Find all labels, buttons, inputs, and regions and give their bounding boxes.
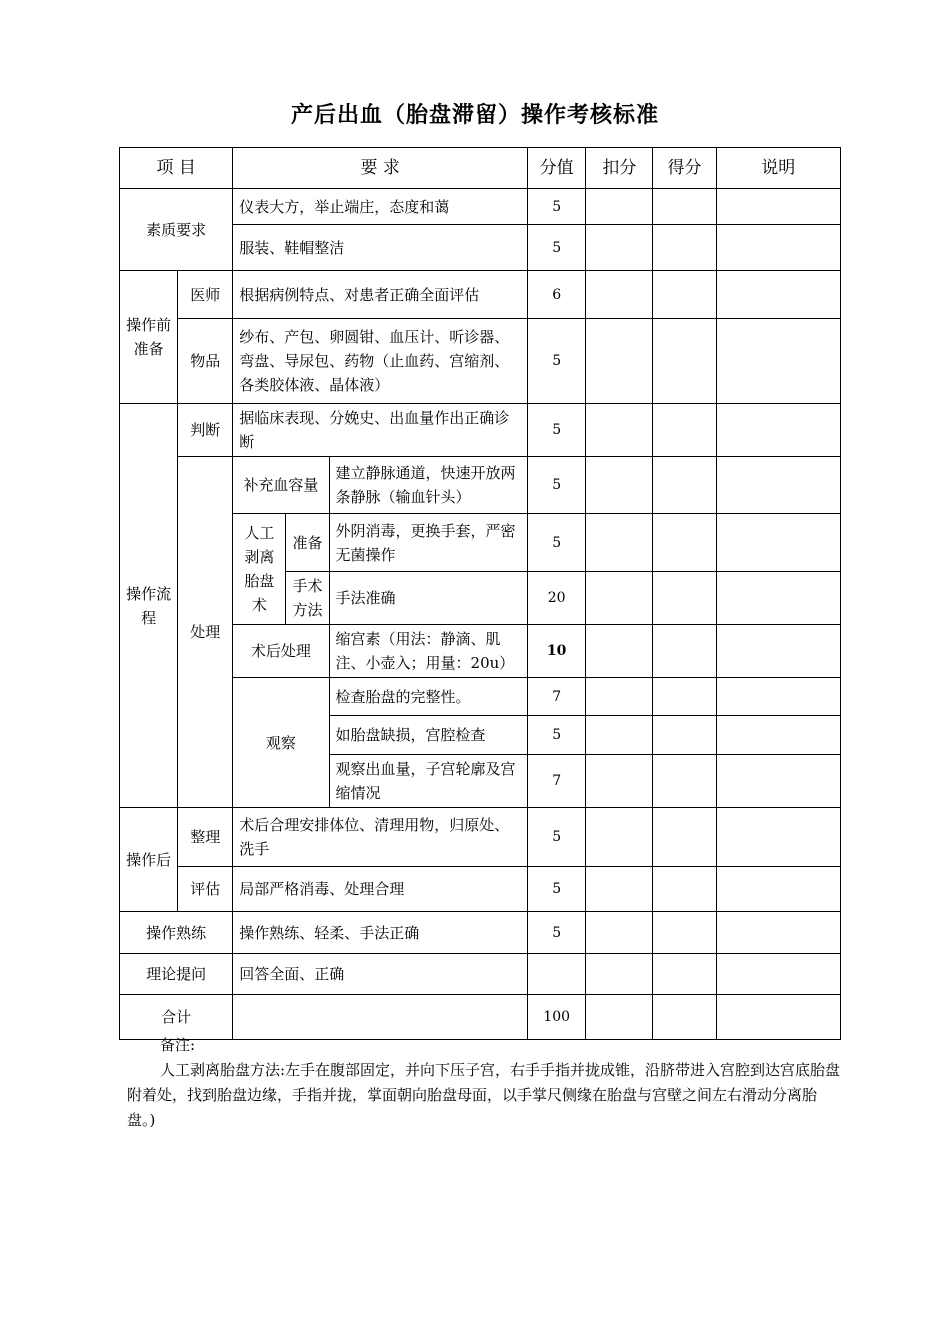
requirement-cell: 回答全面、正确: [233, 954, 528, 995]
requirement-cell: 检查胎盘的完整性。: [329, 678, 528, 716]
header-item: 项 目: [120, 148, 233, 189]
explain-cell[interactable]: [716, 755, 840, 808]
explain-cell[interactable]: [716, 867, 840, 912]
sub-label-items: 物品: [178, 319, 233, 404]
requirement-cell: 缩宫素（用法：静滴、肌注、小壶入；用量：20u）: [329, 625, 528, 678]
requirement-cell: 操作熟练、轻柔、手法正确: [233, 912, 528, 954]
sub-label-handle: 处理: [178, 457, 233, 808]
section-label-caozuohou: 操作后: [120, 808, 178, 912]
notes-block: [127, 1033, 841, 1133]
deduct-cell[interactable]: [586, 225, 653, 271]
score-cell: 6: [528, 271, 586, 319]
get-cell[interactable]: [653, 755, 716, 808]
deduct-cell[interactable]: [586, 678, 653, 716]
requirement-cell: 仪表大方，举止端庄，态度和蔼: [233, 189, 528, 225]
sub-label-method: 手术方法: [286, 572, 329, 625]
get-cell[interactable]: [653, 225, 716, 271]
table-row: [120, 189, 841, 225]
deduct-cell[interactable]: [586, 716, 653, 755]
header-get: 得分: [653, 148, 716, 189]
deduct-cell[interactable]: [586, 404, 653, 457]
table-row: [120, 808, 841, 867]
table-row: [120, 954, 841, 995]
requirement-cell: 手法准确: [329, 572, 528, 625]
get-cell[interactable]: [653, 625, 716, 678]
header-requirement: 要 求: [233, 148, 528, 189]
score-cell: 5: [528, 716, 586, 755]
explain-cell[interactable]: [716, 954, 840, 995]
requirement-cell: 术后合理安排体位、清理用物，归原处、洗手: [233, 808, 528, 867]
score-cell: 5: [528, 912, 586, 954]
score-cell: 5: [528, 808, 586, 867]
score-cell: 10: [528, 625, 586, 678]
requirement-cell: 根据病例特点、对患者正确全面评估: [233, 271, 528, 319]
page-title: 产后出血（胎盘滞留）操作考核标准: [290, 103, 659, 128]
score-cell: 5: [528, 189, 586, 225]
table-row: [120, 271, 841, 319]
explain-cell[interactable]: [716, 678, 840, 716]
get-cell[interactable]: [653, 954, 716, 995]
section-label-caozuoqian: 操作前准备: [120, 271, 178, 404]
explain-cell[interactable]: [716, 225, 840, 271]
get-cell[interactable]: [653, 189, 716, 225]
requirement-cell: 纱布、产包、卵圆钳、血压计、听诊器、弯盘、导尿包、药物（止血药、宫缩剂、各类胶体液、晶体液）: [233, 319, 528, 404]
deduct-cell[interactable]: [586, 625, 653, 678]
get-cell[interactable]: [653, 867, 716, 912]
requirement-cell: 建立静脉通道，快速开放两条静脉（输血针头）: [329, 457, 528, 514]
get-cell[interactable]: [653, 457, 716, 514]
deduct-cell[interactable]: [586, 755, 653, 808]
get-cell[interactable]: [653, 514, 716, 572]
deduct-cell[interactable]: [586, 572, 653, 625]
section-label-lilun: 理论提问: [120, 954, 233, 995]
section-label-shulian: 操作熟练: [120, 912, 233, 954]
sub-label-prep: 准备: [286, 514, 329, 572]
score-cell: 5: [528, 404, 586, 457]
notes-body: 人工剥离胎盘方法:左手在腹部固定，并向下压子宫，右手手指并拢成锥，沿脐带进入宫腔到达宫底胎盘附着处，找到胎盘边缘，手指并拢，掌面朝向胎盘母面，以手掌尺侧缘在胎盘与宫壁之间左右滑动分离胎盘。): [127, 1061, 841, 1129]
explain-cell[interactable]: [716, 716, 840, 755]
score-cell: 5: [528, 225, 586, 271]
deduct-cell[interactable]: [586, 808, 653, 867]
explain-cell[interactable]: [716, 625, 840, 678]
requirement-cell: 外阴消毒，更换手套，严密无菌操作: [329, 514, 528, 572]
get-cell[interactable]: [653, 404, 716, 457]
sub-label-manual: 人工剥离胎盘术: [233, 514, 286, 625]
get-cell[interactable]: [653, 319, 716, 404]
explain-cell[interactable]: [716, 404, 840, 457]
score-cell: 5: [528, 319, 586, 404]
header-score: 分值: [528, 148, 586, 189]
score-cell: 5: [528, 867, 586, 912]
sub-label-judge: 判断: [178, 404, 233, 457]
sub-label-doctor: 医师: [178, 271, 233, 319]
deduct-cell[interactable]: [586, 954, 653, 995]
table-row: [120, 457, 841, 514]
header-explain: 说明: [716, 148, 840, 189]
table-row: [120, 404, 841, 457]
section-label-suzhi: 素质要求: [120, 189, 233, 271]
score-cell: 7: [528, 678, 586, 716]
requirement-cell: 局部严格消毒、处理合理: [233, 867, 528, 912]
explain-cell[interactable]: [716, 912, 840, 954]
section-label-liucheng: 操作流程: [120, 404, 178, 808]
deduct-cell[interactable]: [586, 457, 653, 514]
explain-cell[interactable]: [716, 189, 840, 225]
requirement-cell: 观察出血量，子宫轮廓及宫缩情况: [329, 755, 528, 808]
deduct-cell[interactable]: [586, 514, 653, 572]
sub-label-post: 术后处理: [233, 625, 329, 678]
header-deduct: 扣分: [586, 148, 653, 189]
score-cell: 5: [528, 457, 586, 514]
total-score: 100: [528, 995, 586, 1040]
deduct-cell[interactable]: [586, 867, 653, 912]
requirement-cell: 如胎盘缺损，宫腔检查: [329, 716, 528, 755]
get-cell[interactable]: [653, 572, 716, 625]
table-row: [120, 912, 841, 954]
get-cell[interactable]: [653, 678, 716, 716]
requirement-cell: 据临床表现、分娩史、出血量作出正确诊断: [233, 404, 528, 457]
requirement-cell: 服装、鞋帽整洁: [233, 225, 528, 271]
explain-cell[interactable]: [716, 572, 840, 625]
get-cell[interactable]: [653, 808, 716, 867]
notes-label: 备注:: [160, 1036, 196, 1054]
sub-label-tidy: 整理: [178, 808, 233, 867]
table-row: [120, 867, 841, 912]
explain-cell[interactable]: [716, 319, 840, 404]
score-cell: [528, 954, 586, 995]
get-cell[interactable]: [653, 716, 716, 755]
explain-cell[interactable]: [716, 514, 840, 572]
sub-label-blood: 补充血容量: [233, 457, 329, 514]
header-row: [120, 148, 841, 189]
score-cell: 5: [528, 514, 586, 572]
table-row: [120, 319, 841, 404]
explain-cell[interactable]: [716, 271, 840, 319]
deduct-cell[interactable]: [586, 912, 653, 954]
deduct-cell[interactable]: [586, 271, 653, 319]
get-cell[interactable]: [653, 912, 716, 954]
total-label: 合计: [120, 995, 233, 1040]
score-cell: 20: [528, 572, 586, 625]
deduct-cell[interactable]: [586, 319, 653, 404]
explain-cell[interactable]: [716, 808, 840, 867]
explain-cell[interactable]: [716, 457, 840, 514]
score-cell: 7: [528, 755, 586, 808]
deduct-cell[interactable]: [586, 189, 653, 225]
sub-label-eval: 评估: [178, 867, 233, 912]
assessment-table: [119, 147, 841, 1040]
sub-label-observe: 观察: [233, 678, 329, 808]
get-cell[interactable]: [653, 271, 716, 319]
